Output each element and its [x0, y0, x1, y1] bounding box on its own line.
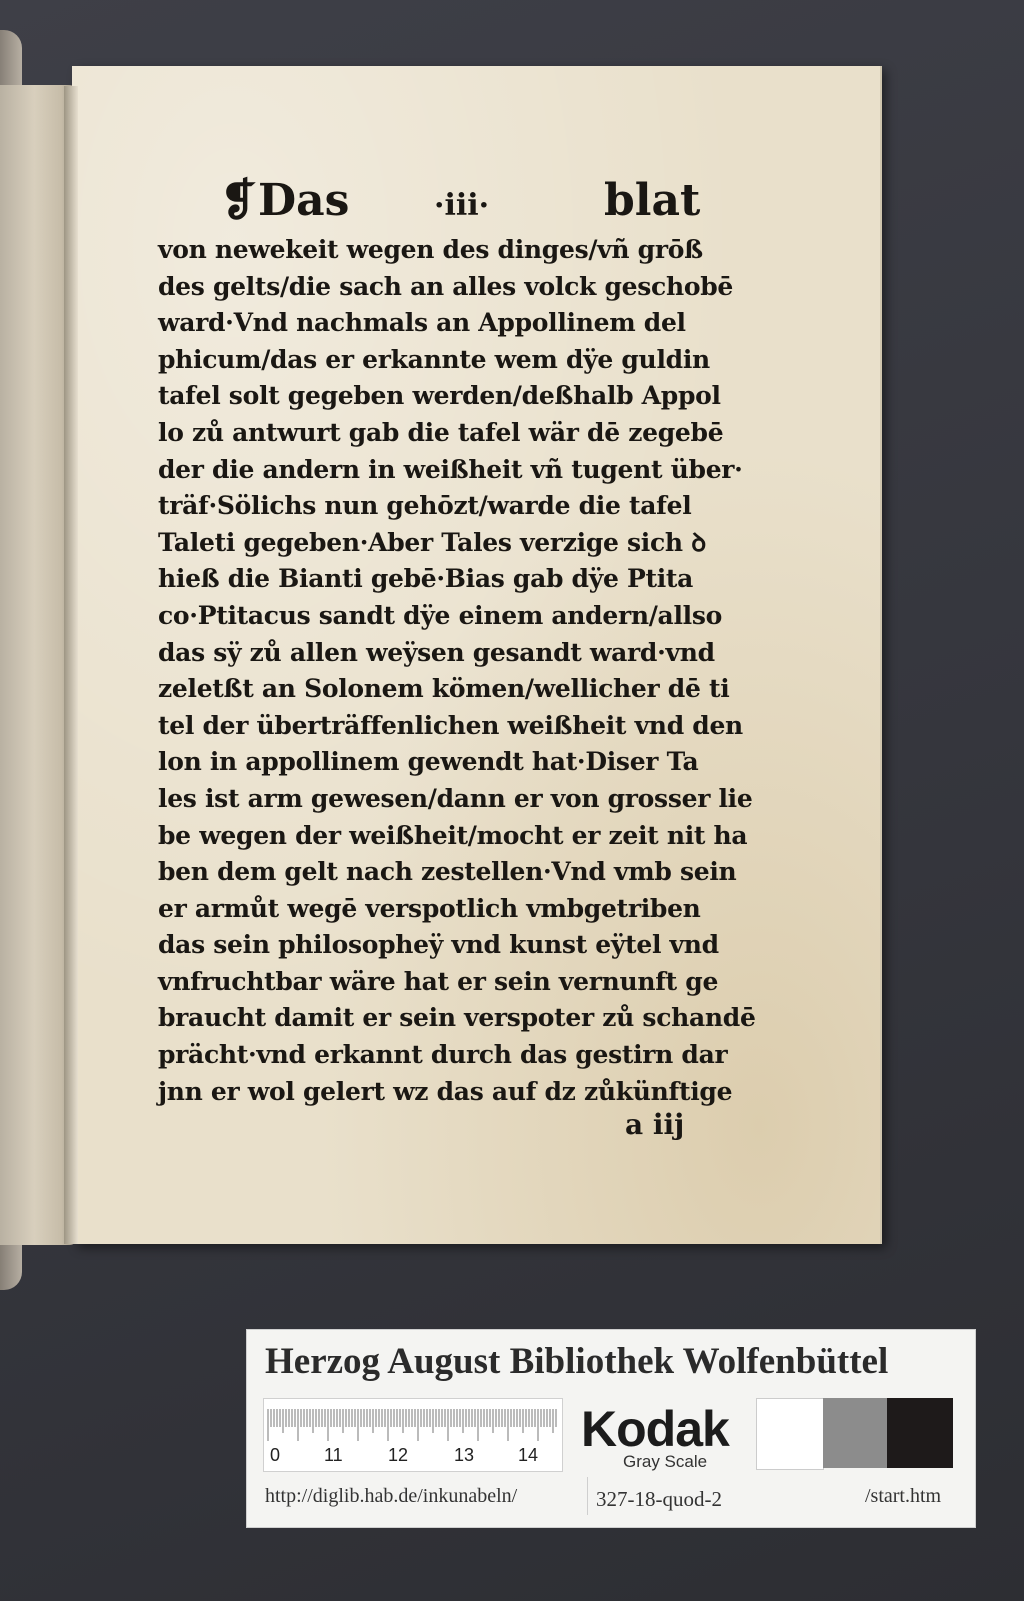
- scale-ruler: [263, 1398, 563, 1472]
- ruler-label: 14: [518, 1445, 539, 1465]
- text-line: der die andern in weißheit vñ tugent über·: [158, 454, 743, 484]
- shelfmark: 327-18-quod-2: [587, 1477, 746, 1515]
- page-text: [158, 170, 758, 1110]
- text-line: Taleti gegeben·Aber Tales verzige sich ꝺ: [158, 527, 706, 557]
- text-line: zeletßt an Solonem kömen/wellicher dē ti: [158, 674, 730, 704]
- text-line: von newekeit wegen des dinges/vñ grōß: [158, 235, 703, 264]
- text-line: be wegen der weißheit/mocht er zeit nit ha: [158, 820, 748, 850]
- signature-mark: a iij: [625, 1108, 685, 1141]
- text-line: co·Ptitacus sandt dÿe einem andern/allso: [158, 600, 722, 630]
- folio-number: ·iii·: [434, 188, 490, 223]
- text-line: prächt·vnd erkannt durch das gestirn dar: [158, 1040, 728, 1070]
- heading-leaf: blat: [604, 175, 701, 226]
- text-line: lon in appollinem gewendt hat·Diser Ta: [158, 747, 699, 777]
- gray-swatch-mid: [823, 1398, 887, 1468]
- heading-word: Das: [258, 175, 350, 226]
- text-line: ward·Vnd nachmals an Appollinem del: [158, 308, 686, 338]
- text-line: lo zů antwurt gab die tafel wär dē zegebē: [158, 417, 724, 447]
- text-line: tel der überträffenlichen weißheit vnd den: [158, 710, 743, 740]
- paragraph-mark: ❡: [220, 175, 257, 226]
- ruler-label: 11: [324, 1445, 343, 1465]
- ruler-ticks: [264, 1399, 562, 1445]
- text-line: jnn er wol gelert wz das auf dz zůkünftige: [158, 1076, 733, 1106]
- gray-scale-label: Gray Scale: [623, 1452, 708, 1471]
- text-line: braucht damit er sein verspoter zů schandē: [158, 1003, 756, 1033]
- ruler-label: 12: [388, 1445, 409, 1465]
- library-title: Herzog August Bibliothek Wolfenbüttel: [265, 1341, 889, 1382]
- url-suffix: /start.htm: [865, 1485, 942, 1507]
- kodak-logo: Kodak: [581, 1401, 729, 1457]
- text-line: tafel solt gegeben werden/deßhalb Appol: [158, 381, 721, 411]
- text-line: das sein philosopheÿ vnd kunst eÿtel vnd: [158, 930, 719, 960]
- text-line: phicum/das er erkannte wem dÿe guldin: [158, 344, 710, 374]
- page-gutter: [64, 86, 78, 1244]
- ruler-label: 0: [270, 1445, 281, 1465]
- gray-swatch-white: [756, 1398, 824, 1470]
- text-line: ben dem gelt nach zestellen·Vnd vmb sein: [158, 857, 737, 887]
- text-line: des gelts/die sach an alles volck geschobē: [158, 271, 733, 301]
- text-line: träf·Sölichs nun gehōzt/warde die tafel: [158, 491, 692, 521]
- gray-swatch-black: [887, 1398, 953, 1468]
- catalog-url: http://diglib.hab.de/inkunabeln/: [265, 1485, 518, 1507]
- page-heading: [158, 170, 758, 232]
- library-color-card: [246, 1329, 976, 1528]
- text-line: das sÿ zů allen weÿsen gesandt ward·vnd: [158, 637, 715, 667]
- text-line: hieß die Bianti gebē·Bias gab dÿe Ptita: [158, 564, 694, 594]
- text-line: les ist arm gewesen/dann er von grosser lie: [158, 783, 753, 813]
- text-line: vnfruchtbar wäre hat er sein vernunft ge: [158, 966, 719, 996]
- ruler-label: 13: [454, 1445, 475, 1465]
- text-line: er armůt wegē verspotlich vmbgetriben: [158, 893, 701, 923]
